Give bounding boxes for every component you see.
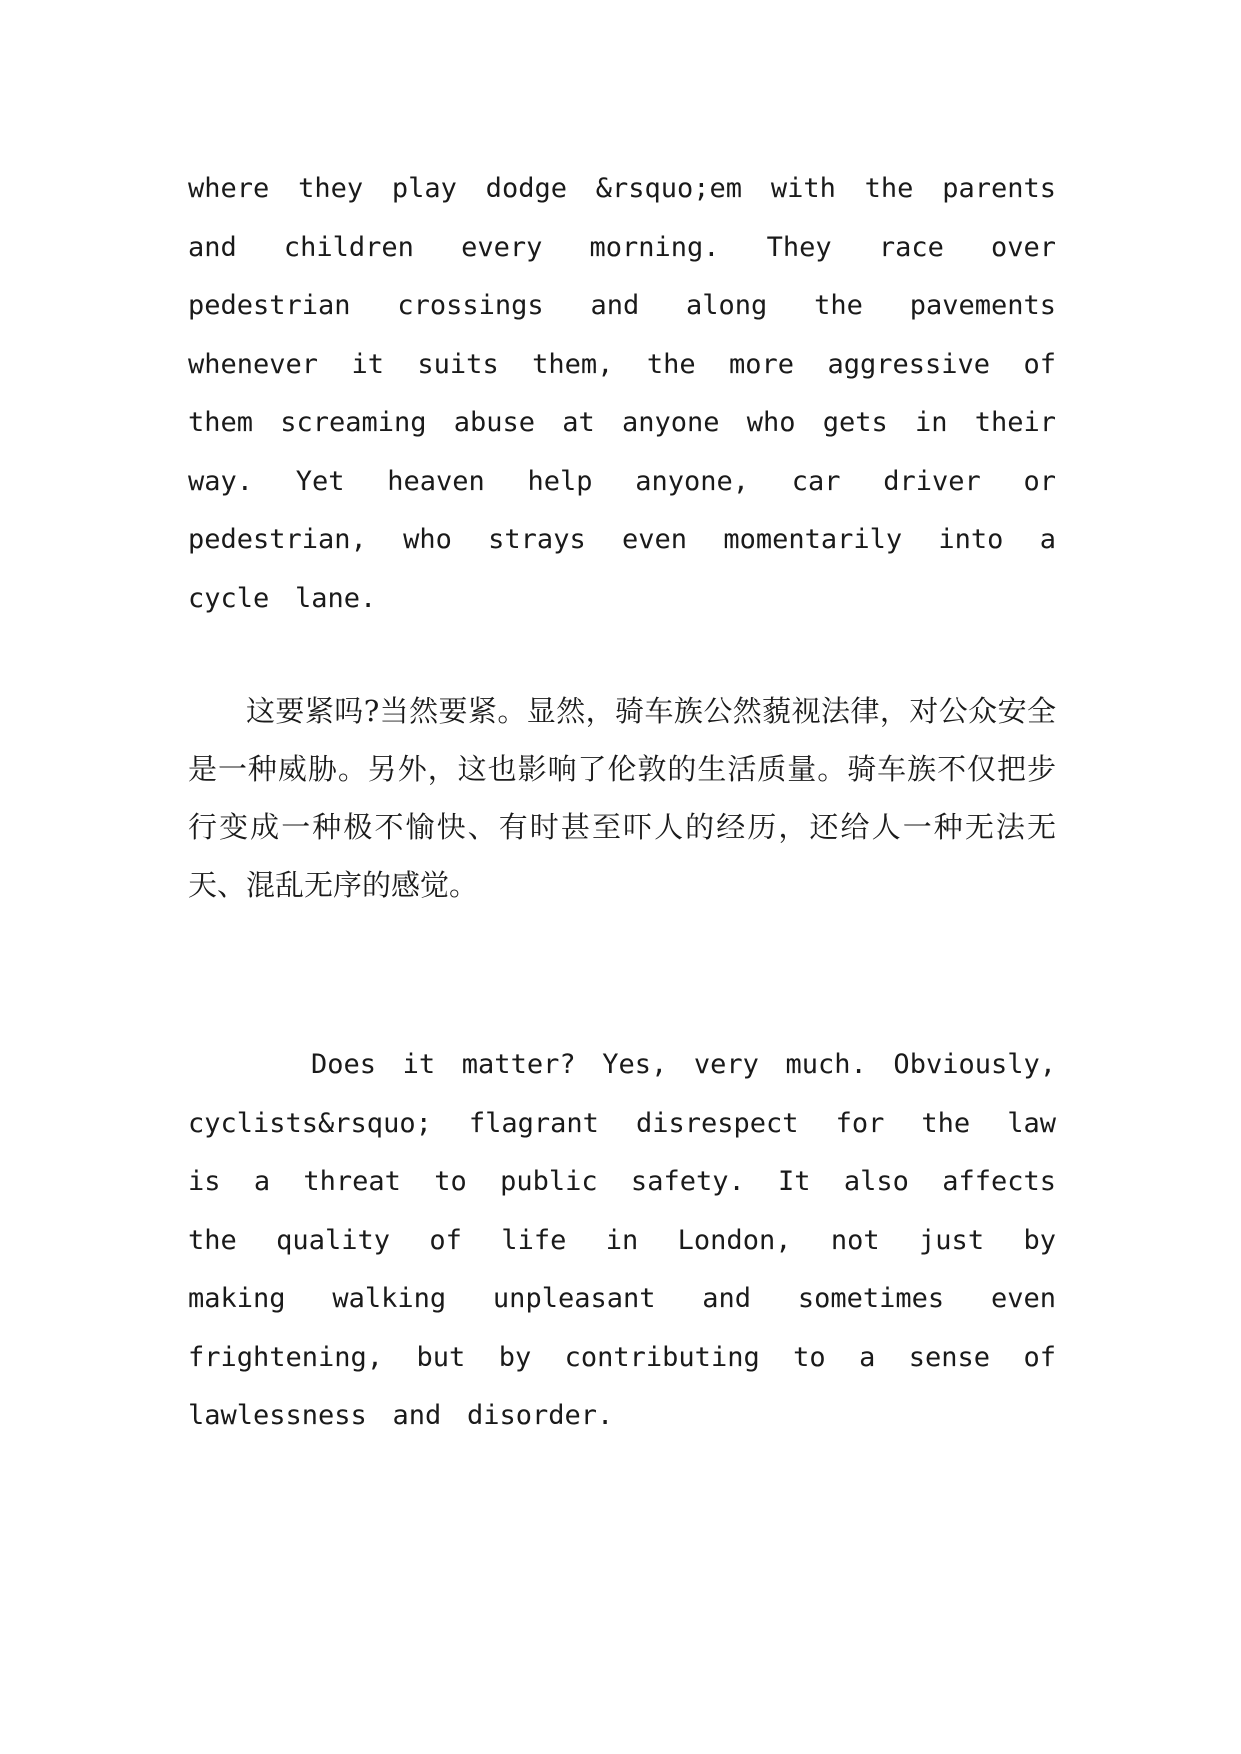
paragraph-chinese-translation: 这要紧吗?当然要紧。显然，骑车族公然藐视法律，对公众安全是一种威胁。另外，这也影响了伦敦的生活质量。骑车族不仅把步行变成一种极不愉快、有时甚至吓人的经历，还给人一种无法无天、混乱无序的感觉。 [188, 694, 1056, 902]
paragraph-english-does-it-matter: Does it matter? Yes, very much. Obviously, cyclists&rsquo; flagrant disrespect for the law is a threat to public safety. It also affects the quality of life in London, not just by making walking unpleasant and sometimes even frightening, but by contributing to a sense of lawlessness and disorder. [188, 1049, 1056, 1431]
paragraph-english-continuation: where they play dodge &rsquo;em with the parents and children every morning. They race over pedestrian crossings and along the pavements whenever it suits them, the more aggressive of them screaming abuse at anyone who gets in their way. Yet heaven help anyone, car driver or pedestrian, who strays even momentarily into a cycle lane. [188, 173, 1056, 614]
